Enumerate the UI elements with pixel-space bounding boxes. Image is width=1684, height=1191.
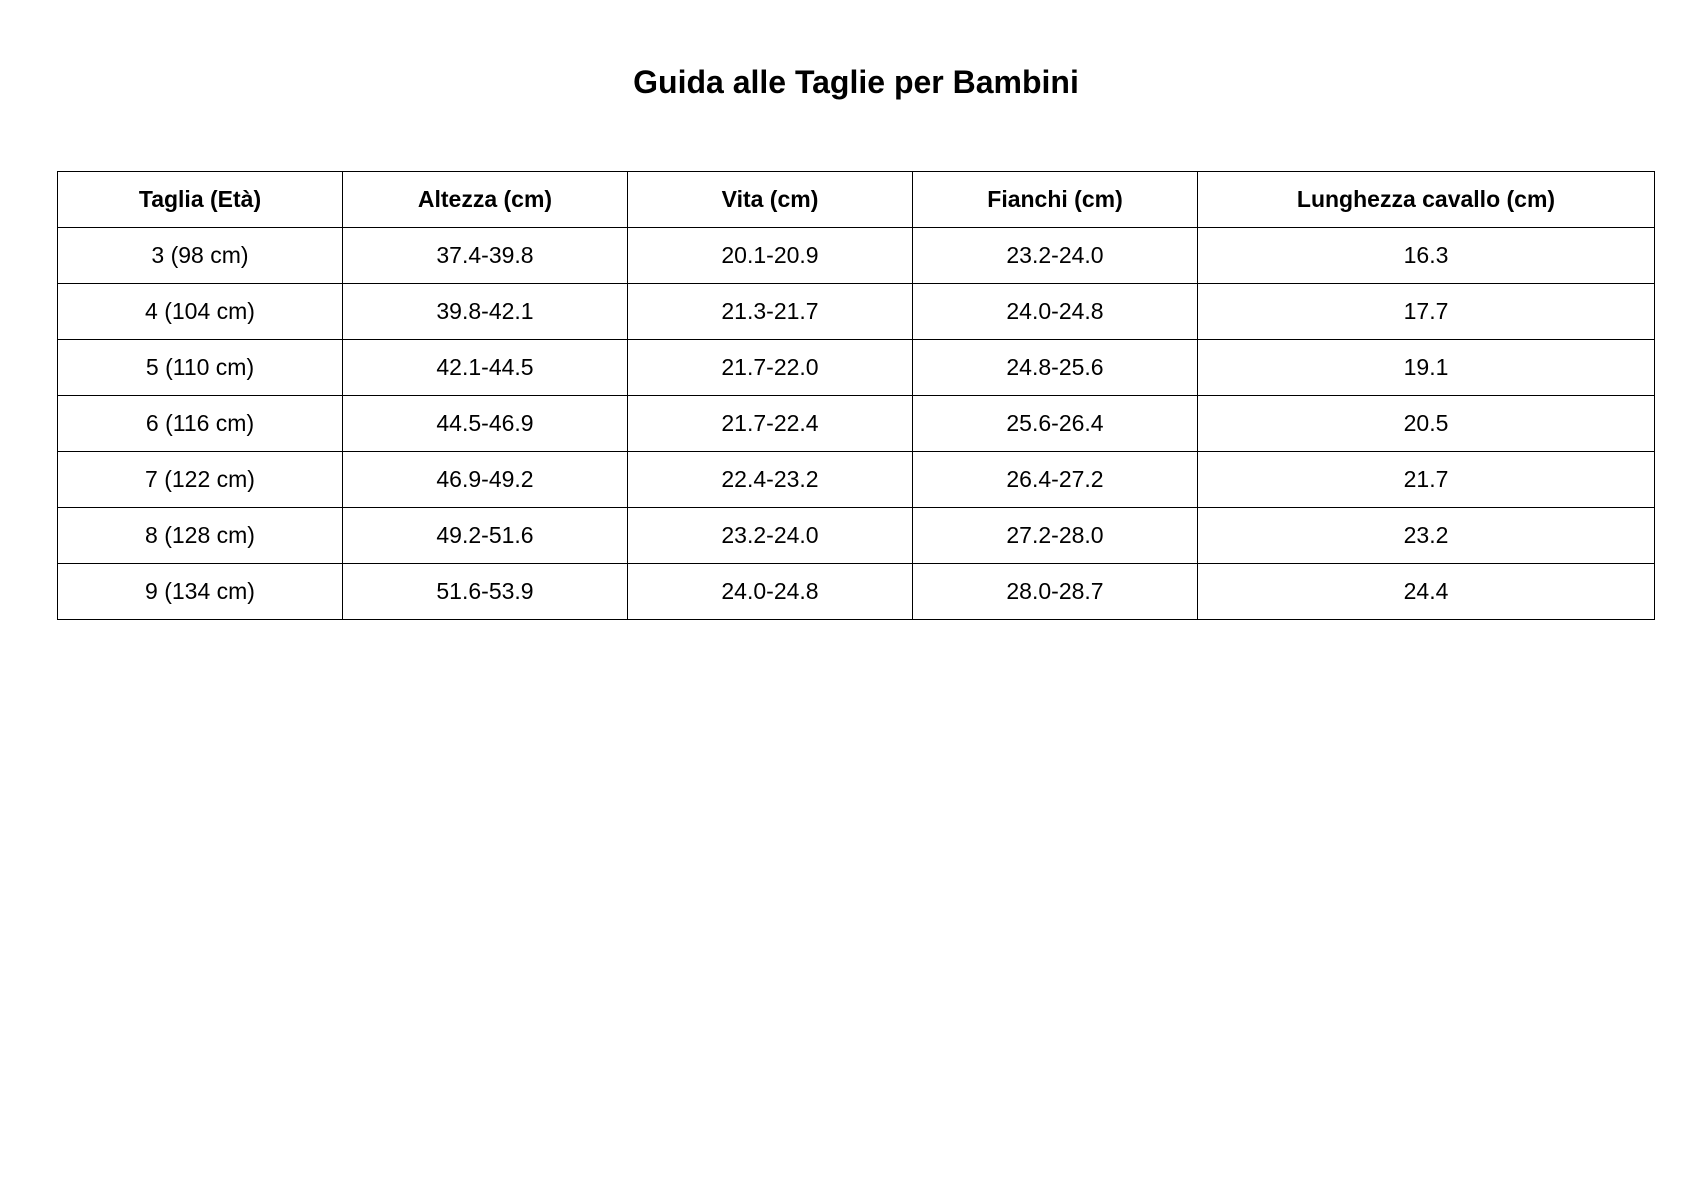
table-header-row xyxy=(58,172,1655,228)
cell-lunghezza-cavallo: 16.3 xyxy=(1198,228,1655,284)
cell-taglia: 5 (110 cm) xyxy=(58,340,343,396)
header-taglia: Taglia (Età) xyxy=(58,172,343,228)
table-row xyxy=(58,452,1655,508)
cell-lunghezza-cavallo: 19.1 xyxy=(1198,340,1655,396)
cell-vita: 20.1-20.9 xyxy=(628,228,913,284)
header-fianchi: Fianchi (cm) xyxy=(913,172,1198,228)
cell-taglia: 6 (116 cm) xyxy=(58,396,343,452)
cell-vita: 21.3-21.7 xyxy=(628,284,913,340)
cell-lunghezza-cavallo: 23.2 xyxy=(1198,508,1655,564)
cell-vita: 22.4-23.2 xyxy=(628,452,913,508)
header-vita: Vita (cm) xyxy=(628,172,913,228)
cell-fianchi: 26.4-27.2 xyxy=(913,452,1198,508)
cell-altezza: 42.1-44.5 xyxy=(343,340,628,396)
cell-fianchi: 23.2-24.0 xyxy=(913,228,1198,284)
cell-vita: 23.2-24.0 xyxy=(628,508,913,564)
cell-fianchi: 24.8-25.6 xyxy=(913,340,1198,396)
table-row xyxy=(58,396,1655,452)
table-row xyxy=(58,564,1655,620)
cell-fianchi: 27.2-28.0 xyxy=(913,508,1198,564)
cell-taglia: 8 (128 cm) xyxy=(58,508,343,564)
table-row xyxy=(58,508,1655,564)
cell-altezza: 51.6-53.9 xyxy=(343,564,628,620)
cell-altezza: 37.4-39.8 xyxy=(343,228,628,284)
table-row xyxy=(58,284,1655,340)
cell-taglia: 4 (104 cm) xyxy=(58,284,343,340)
cell-taglia: 7 (122 cm) xyxy=(58,452,343,508)
cell-fianchi: 24.0-24.8 xyxy=(913,284,1198,340)
table-row xyxy=(58,228,1655,284)
table-row xyxy=(58,340,1655,396)
cell-vita: 21.7-22.0 xyxy=(628,340,913,396)
cell-altezza: 44.5-46.9 xyxy=(343,396,628,452)
cell-vita: 24.0-24.8 xyxy=(628,564,913,620)
size-chart-table xyxy=(57,171,1655,620)
cell-altezza: 39.8-42.1 xyxy=(343,284,628,340)
cell-taglia: 3 (98 cm) xyxy=(58,228,343,284)
page-title: Guida alle Taglie per Bambini xyxy=(633,64,1079,100)
cell-altezza: 49.2-51.6 xyxy=(343,508,628,564)
cell-taglia: 9 (134 cm) xyxy=(58,564,343,620)
cell-lunghezza-cavallo: 20.5 xyxy=(1198,396,1655,452)
cell-lunghezza-cavallo: 24.4 xyxy=(1198,564,1655,620)
cell-fianchi: 25.6-26.4 xyxy=(913,396,1198,452)
cell-altezza: 46.9-49.2 xyxy=(343,452,628,508)
header-altezza: Altezza (cm) xyxy=(343,172,628,228)
cell-vita: 21.7-22.4 xyxy=(628,396,913,452)
cell-fianchi: 28.0-28.7 xyxy=(913,564,1198,620)
header-lunghezza-cavallo: Lunghezza cavallo (cm) xyxy=(1198,172,1655,228)
cell-lunghezza-cavallo: 21.7 xyxy=(1198,452,1655,508)
cell-lunghezza-cavallo: 17.7 xyxy=(1198,284,1655,340)
